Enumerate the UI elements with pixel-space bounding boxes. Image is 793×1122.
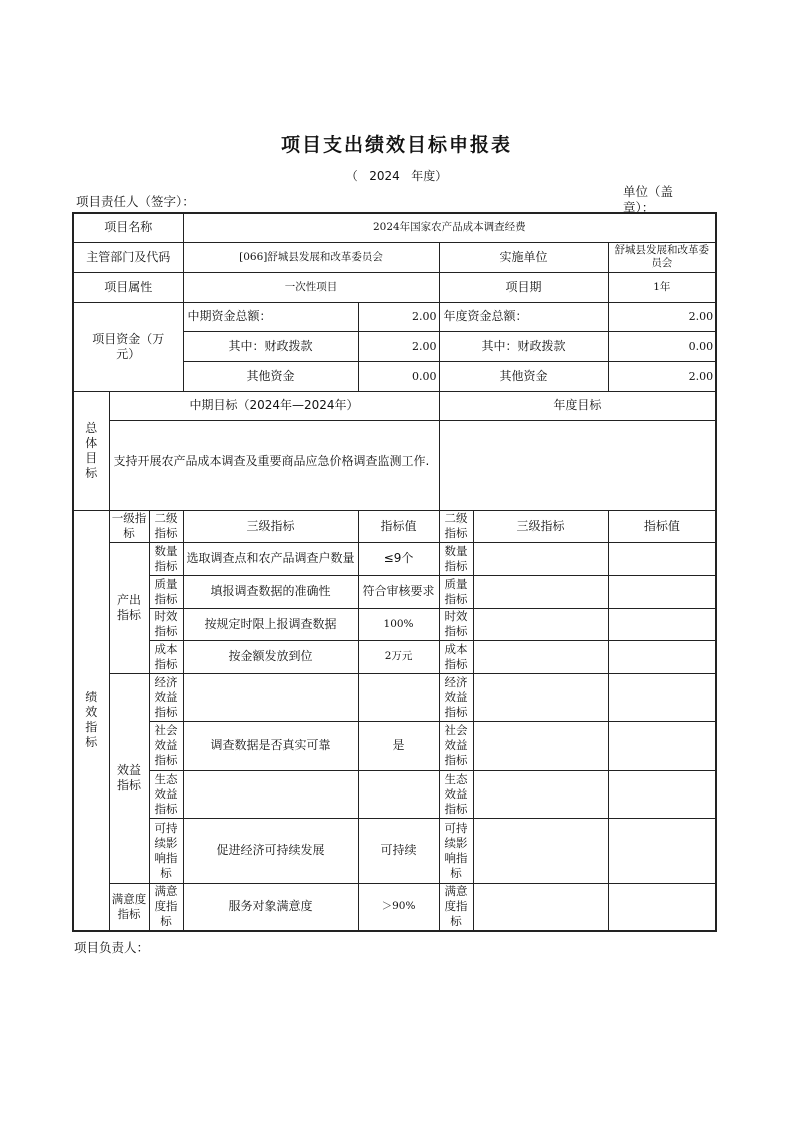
indicator-level3: 按规定时限上报调查数据	[183, 608, 358, 640]
year-fiscal-value: 0.00	[608, 331, 716, 361]
indicator-row	[73, 883, 716, 931]
indicator-row	[73, 608, 716, 640]
performance-form-table	[72, 212, 717, 932]
year-indicator-level2: 满意度指标	[439, 883, 473, 931]
implementer-value: 舒城县发展和改革委员会	[608, 242, 716, 272]
col-level3-header: 三级指标	[183, 510, 358, 542]
year-fiscal-label: 其中：财政拨款	[439, 331, 608, 361]
indicator-level2: 数量指标	[149, 542, 183, 575]
year-indicator-value	[608, 818, 716, 883]
indicator-level3: 调查数据是否真实可靠	[183, 721, 358, 770]
indicator-value	[358, 770, 439, 818]
year-indicator-value	[608, 640, 716, 673]
year-indicator-level2: 生态效益指标	[439, 770, 473, 818]
year-indicator-level3	[473, 770, 608, 818]
project-name-value: 2024年国家农产品成本调查经费	[183, 213, 716, 242]
year-indicator-level2: 经济效益指标	[439, 673, 473, 721]
project-leader-label: 项目负责人：	[74, 940, 150, 955]
mid-other-label: 其他资金	[183, 361, 358, 391]
indicator-row	[73, 673, 716, 721]
indicator-row	[73, 721, 716, 770]
attribute-label: 项目属性	[73, 272, 183, 302]
year-line: （ 2024 年度）	[345, 169, 448, 183]
col-year-value-header: 指标值	[608, 510, 716, 542]
indicator-value: 是	[358, 721, 439, 770]
year-goal-text	[439, 420, 716, 510]
col-year-level3-header: 三级指标	[473, 510, 608, 542]
indicator-row	[73, 542, 716, 575]
year-indicator-level2: 社会效益指标	[439, 721, 473, 770]
indicator-level2: 质量指标	[149, 575, 183, 608]
benefit-indicator-label: 效益指标	[109, 673, 149, 883]
year-indicator-level3	[473, 542, 608, 575]
year-other-label: 其他资金	[439, 361, 608, 391]
indicator-level3	[183, 673, 358, 721]
row-goals-header	[73, 391, 716, 420]
mid-fiscal-label: 其中：财政拨款	[183, 331, 358, 361]
indicator-level3: 填报调查数据的准确性	[183, 575, 358, 608]
year-indicator-value	[608, 542, 716, 575]
indicator-value: 可持续	[358, 818, 439, 883]
year-indicator-value	[608, 883, 716, 931]
year-indicator-level2: 数量指标	[439, 542, 473, 575]
mid-total-value: 2.00	[358, 302, 439, 331]
indicator-value: ≤9个	[358, 542, 439, 575]
department-value: [066]舒城县发展和改革委员会	[183, 242, 439, 272]
indicator-level3: 促进经济可持续发展	[183, 818, 358, 883]
output-indicator-label: 产出指标	[109, 542, 149, 673]
year-total-value: 2.00	[608, 302, 716, 331]
indicator-level2: 时效指标	[149, 608, 183, 640]
year-indicator-level3	[473, 818, 608, 883]
department-label: 主管部门及代码	[73, 242, 183, 272]
indicator-value: ＞90%	[358, 883, 439, 931]
unit-seal-label: 单位（盖章）：	[623, 184, 674, 215]
page-title: 项目支出绩效目标申报表	[280, 134, 512, 156]
year-indicator-level2: 成本指标	[439, 640, 473, 673]
indicator-value: 100%	[358, 608, 439, 640]
year-indicator-level3	[473, 673, 608, 721]
indicator-row	[73, 770, 716, 818]
year-indicator-level3	[473, 883, 608, 931]
year-indicator-value	[608, 608, 716, 640]
mid-other-value: 0.00	[358, 361, 439, 391]
period-value: 1年	[608, 272, 716, 302]
year-total-label: 年度资金总额：	[439, 302, 608, 331]
indicator-level2: 可持续影响指标	[149, 818, 183, 883]
mid-fiscal-value: 2.00	[358, 331, 439, 361]
attribute-value: 一次性项目	[183, 272, 439, 302]
year-indicator-value	[608, 673, 716, 721]
mid-goal-text: 支持开展农产品成本调查及重要商品应急价格调查监测工作.	[109, 420, 439, 510]
row-attribute	[73, 272, 716, 302]
year-indicator-level2: 质量指标	[439, 575, 473, 608]
year-goal-header: 年度目标	[439, 391, 716, 420]
row-funds-total	[73, 302, 716, 331]
funds-label: 项目资金（万元）	[73, 302, 183, 391]
indicator-value: 2万元	[358, 640, 439, 673]
implementer-label: 实施单位	[439, 242, 608, 272]
col-level2-header: 二级指标	[149, 510, 183, 542]
mid-total-label: 中期资金总额：	[183, 302, 358, 331]
mid-goal-header: 中期目标（2024年—2024年）	[109, 391, 439, 420]
year-indicator-level2: 时效指标	[439, 608, 473, 640]
row-department	[73, 242, 716, 272]
col-value-header: 指标值	[358, 510, 439, 542]
indicator-value: 符合审核要求	[358, 575, 439, 608]
year-indicator-level2: 可持续影响指标	[439, 818, 473, 883]
year-indicator-level3	[473, 575, 608, 608]
indicator-level2: 成本指标	[149, 640, 183, 673]
indicator-level2: 生态效益指标	[149, 770, 183, 818]
indicator-level3: 按金额发放到位	[183, 640, 358, 673]
satisfaction-indicator-label: 满意度指标	[109, 883, 149, 931]
row-goals-content	[73, 420, 716, 510]
indicator-level2: 满意度指标	[149, 883, 183, 931]
year-indicator-value	[608, 770, 716, 818]
row-project-name	[73, 213, 716, 242]
indicator-value	[358, 673, 439, 721]
project-name-label: 项目名称	[73, 213, 183, 242]
year-indicator-value	[608, 575, 716, 608]
col-level1-header: 一级指标	[109, 510, 149, 542]
col-year-level2-header: 二级指标	[439, 510, 473, 542]
performance-indicator-label: 绩效指标	[73, 510, 109, 931]
indicator-row	[73, 818, 716, 883]
overall-goal-label: 总体目标	[73, 391, 109, 510]
row-indicator-header	[73, 510, 716, 542]
year-indicator-value	[608, 721, 716, 770]
year-indicator-level3	[473, 640, 608, 673]
indicator-level2: 社会效益指标	[149, 721, 183, 770]
year-other-value: 2.00	[608, 361, 716, 391]
indicator-row	[73, 575, 716, 608]
responsible-signature-label: 项目责任人（签字）：	[76, 194, 195, 209]
year-indicator-level3	[473, 608, 608, 640]
indicator-level3	[183, 770, 358, 818]
year-indicator-level3	[473, 721, 608, 770]
indicator-level3: 选取调查点和农产品调查户数量	[183, 542, 358, 575]
period-label: 项目期	[439, 272, 608, 302]
indicator-level3: 服务对象满意度	[183, 883, 358, 931]
indicator-level2: 经济效益指标	[149, 673, 183, 721]
indicator-row	[73, 640, 716, 673]
